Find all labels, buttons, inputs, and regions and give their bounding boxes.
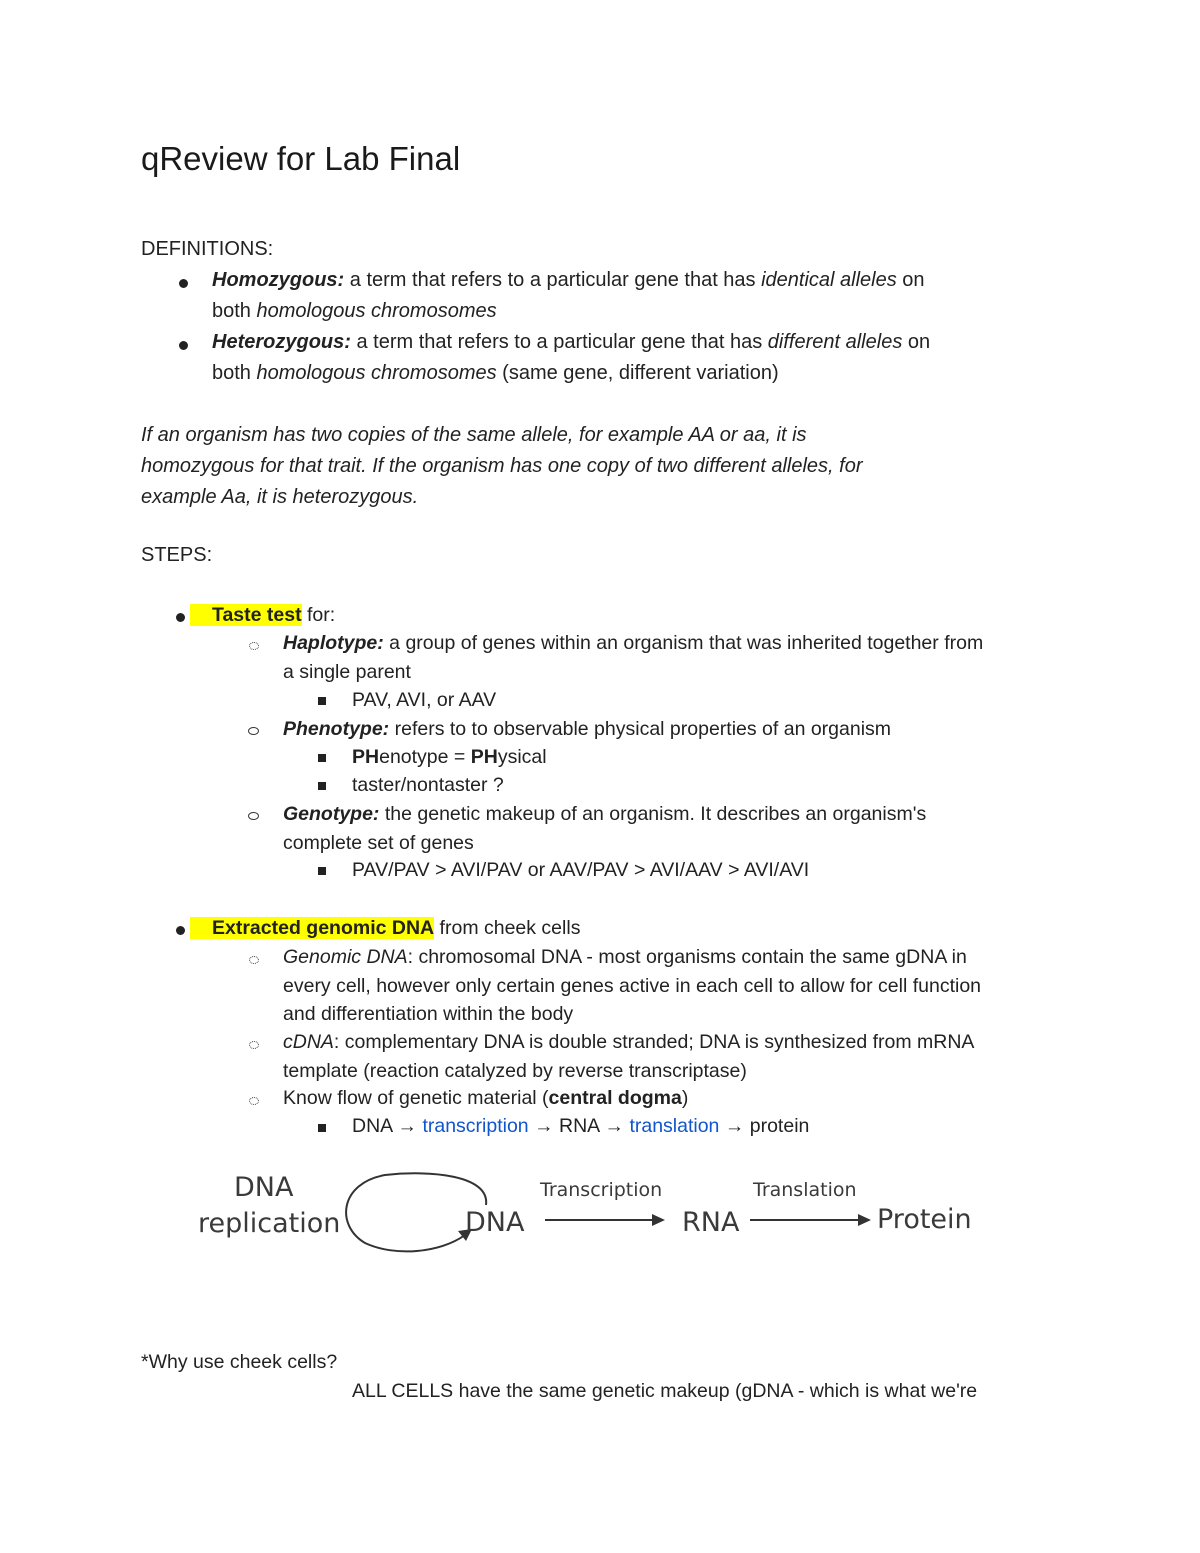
diagram-dna-label: DNA	[465, 1207, 525, 1238]
translation-arrowhead	[858, 1214, 871, 1226]
central-dogma-term: central dogma	[548, 1087, 682, 1109]
sub-bullet-ring	[248, 727, 259, 735]
item-text: a group of genes within an organism that was inherited together from	[383, 632, 984, 654]
transcription-link[interactable]: transcription	[422, 1115, 529, 1137]
homozygous-definition	[212, 265, 1072, 327]
cdna-term: cDNA	[283, 1031, 334, 1053]
phenotype-taster: taster/nontaster ?	[352, 774, 504, 796]
phenotype-item	[283, 715, 1083, 744]
definition-text: both	[212, 300, 257, 322]
bullet-dot	[179, 341, 188, 350]
item-text: from cheek cells	[434, 917, 581, 939]
item-text: complete set of genes	[283, 831, 474, 854]
definition-emphasis: different alleles	[767, 331, 903, 353]
mnemonic-bold: PH	[352, 746, 380, 768]
bullet-dot	[176, 926, 185, 935]
phenotype-term: Phenotype:	[283, 718, 390, 740]
definition-emphasis: homologous chromosomes	[256, 300, 497, 322]
note-line: homozygous for that trait. If the organism has one copy of two different alleles, for	[141, 455, 863, 477]
heterozygous-definition	[212, 327, 1072, 389]
genotype-term: Genotype:	[283, 803, 380, 825]
taste-test-item	[190, 601, 335, 629]
item-text: : chromosomal DNA - most organisms contain the same gDNA in	[407, 946, 967, 968]
diagram-transcription-label: Transcription	[540, 1179, 663, 1201]
definition-emphasis: homologous chromosomes	[256, 362, 497, 384]
transcription-arrowhead	[652, 1214, 665, 1226]
item-text: DNA →	[352, 1115, 423, 1137]
sub-sub-bullet-square	[318, 867, 326, 875]
definition-text: both	[212, 362, 257, 384]
translation-link[interactable]: translation	[629, 1115, 720, 1137]
extracted-dna-item	[190, 914, 580, 942]
item-text: the genetic makeup of an organism. It describes an organism's	[379, 803, 927, 825]
definition-text: on	[896, 269, 925, 291]
item-text: a single parent	[283, 660, 411, 683]
definition-text: a term that refers to a particular gene that has	[350, 331, 768, 353]
genomic-dna-item	[283, 943, 1083, 1029]
item-text: → RNA →	[528, 1115, 630, 1137]
bullet-dot	[179, 279, 188, 288]
homozygous-term: Homozygous:	[212, 269, 345, 291]
item-text: for:	[301, 604, 336, 626]
steps-heading: STEPS:	[141, 544, 213, 566]
central-dogma-diagram	[190, 1165, 990, 1265]
item-text: refers to to observable physical properties of an organism	[389, 718, 892, 740]
note-line: If an organism has two copies of the same allele, for example AA or aa, it is	[141, 424, 807, 446]
sub-sub-bullet-square	[318, 782, 326, 790]
phenotype-mnemonic	[352, 743, 1092, 772]
sub-bullet-ring	[249, 642, 259, 650]
diagram-replication-label: DNA	[234, 1172, 294, 1203]
haplotype-item	[283, 629, 1083, 686]
note-line: example Aa, it is heterozygous.	[141, 486, 419, 508]
item-text: → protein	[719, 1115, 810, 1137]
diagram-rna-label: RNA	[682, 1207, 740, 1238]
item-text: ysical	[497, 746, 547, 768]
sub-bullet-ring	[249, 956, 259, 964]
haplotype-term: Haplotype:	[283, 632, 384, 654]
cheek-cells-answer: ALL CELLS have the same genetic makeup (gDNA - which is what we're	[352, 1380, 978, 1402]
item-text: and differentiation within the body	[283, 1003, 574, 1025]
diagram-translation-label: Translation	[753, 1179, 857, 1201]
mnemonic-bold: PH	[470, 746, 498, 768]
definition-text: (same gene, different variation)	[496, 362, 779, 384]
cheek-cells-question: *Why use cheek cells?	[141, 1351, 338, 1373]
sub-bullet-ring	[249, 1097, 259, 1105]
item-text: enotype =	[379, 746, 471, 768]
item-text: )	[681, 1087, 689, 1109]
diagram-protein-label: Protein	[877, 1204, 972, 1235]
diagram-replication-label: replication	[198, 1208, 341, 1239]
genotype-ranking: PAV/PAV > AVI/PAV or AAV/PAV > AVI/AAV > AVI/AVI	[352, 859, 810, 881]
definition-text: on	[902, 331, 931, 353]
sub-bullet-ring	[249, 1041, 259, 1049]
genomic-dna-term: Genomic DNA	[283, 946, 408, 968]
definition-text: a term that refers to a particular gene that has	[344, 269, 762, 291]
bullet-dot	[176, 613, 185, 622]
item-text: : complementary DNA is double stranded; DNA is synthesized from mRNA	[333, 1031, 975, 1053]
item-text: Know flow of genetic material (	[283, 1087, 549, 1109]
sub-sub-bullet-square	[318, 754, 326, 762]
sub-bullet-ring	[248, 812, 259, 820]
allele-note	[141, 420, 862, 513]
genotype-item	[283, 800, 1083, 857]
sub-sub-bullet-square	[318, 1124, 326, 1132]
sub-sub-bullet-square	[318, 697, 326, 705]
heterozygous-term: Heterozygous:	[212, 331, 351, 353]
cdna-item	[283, 1028, 1083, 1085]
central-dogma-flow	[352, 1112, 1092, 1141]
item-text: template (reaction catalyzed by reverse transcriptase)	[283, 1059, 747, 1082]
item-text: every cell, however only certain genes active in each cell to allow for cell function	[283, 974, 982, 997]
definition-emphasis: identical alleles	[761, 269, 897, 291]
definitions-heading: DEFINITIONS:	[141, 238, 274, 260]
central-dogma-item	[283, 1084, 1083, 1113]
haplotype-examples: PAV, AVI, or AAV	[352, 689, 497, 711]
extracted-dna-label: Extracted genomic DNA	[190, 917, 434, 939]
taste-test-label: Taste test	[190, 604, 302, 626]
page-title: qReview for Lab Final	[141, 140, 461, 177]
